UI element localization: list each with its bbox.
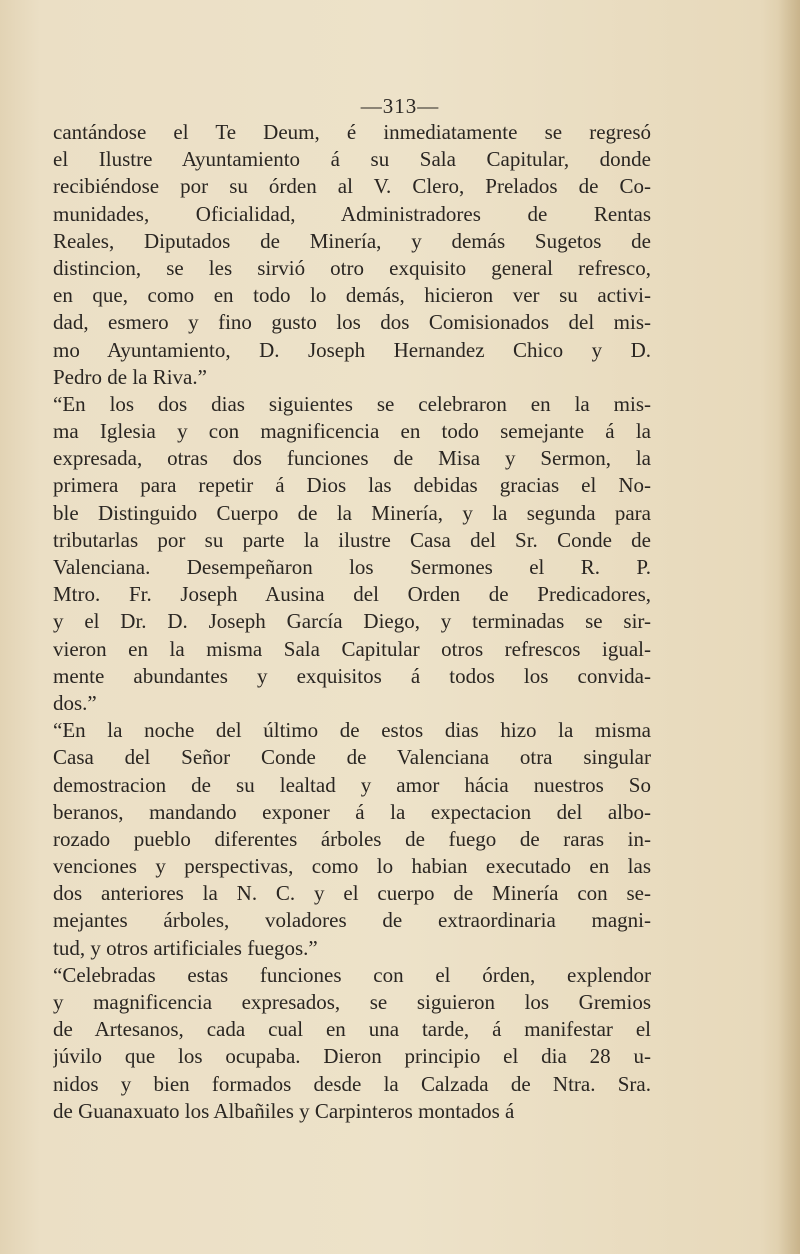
text-line: en que, como en todo lo demás, hicieron ver su activi- bbox=[53, 283, 651, 308]
text-line: nidos y bien formados desde la Calzada de Ntra. Sra. bbox=[53, 1071, 651, 1096]
text-line: Reales, Diputados de Minería, y demás Sugetos de bbox=[53, 228, 651, 253]
text-line: y magnificencia expresados, se siguieron los Gremios bbox=[53, 990, 651, 1014]
text-line: de Artesanos, cada cual en una tarde, á manifestar el bbox=[53, 1017, 651, 1042]
text-line: “Celebradas estas funciones con el órden, explendor bbox=[53, 962, 651, 987]
text-line: vieron en la misma Sala Capitular otros refrescos igual- bbox=[53, 636, 651, 661]
text-line: mente abundantes y exquisitos á todos los convida- bbox=[53, 663, 651, 688]
text-line: ble Distinguido Cuerpo de la Minería, y la segunda para bbox=[53, 500, 651, 525]
page-number: —313— bbox=[360, 94, 440, 118]
text-line: distincion, se les sirvió otro exquisito general refresco, bbox=[53, 255, 651, 280]
text-line: venciones y perspectivas, como lo habian executado en las bbox=[53, 854, 651, 879]
text-line: “En los dos dias siguientes se celebraron en la mis- bbox=[53, 391, 651, 416]
text-line: expresada, otras dos funciones de Misa y Sermon, la bbox=[53, 446, 651, 471]
text-line: “En la noche del último de estos dias hizo la misma bbox=[53, 718, 651, 743]
text-line: júvilo que los ocupaba. Dieron principio el dia 28 u- bbox=[53, 1044, 651, 1069]
text-line: dos.” bbox=[53, 690, 97, 715]
text-line: rozado pueblo diferentes árboles de fuego de raras in- bbox=[53, 826, 651, 851]
text-line: dad, esmero y fino gusto los dos Comisionados del mis- bbox=[53, 310, 651, 335]
text-line: demostracion de su lealtad y amor hácia nuestros So bbox=[53, 772, 651, 797]
text-line: mo Ayuntamiento, D. Joseph Hernandez Chico y D. bbox=[53, 337, 651, 362]
text-line: Valenciana. Desempeñaron los Sermones el R. P. bbox=[53, 555, 651, 579]
text-line: recibiéndose por su órden al V. Clero, Prelados de Co- bbox=[53, 174, 651, 199]
text-line: el Ilustre Ayuntamiento á su Sala Capitular, donde bbox=[53, 147, 651, 172]
text-line: tud, y otros artificiales fuegos.” bbox=[53, 935, 318, 960]
text-line: dos anteriores la N. C. y el cuerpo de Minería con se- bbox=[53, 881, 651, 906]
text-line: munidades, Oficialidad, Administradores de Rentas bbox=[53, 201, 651, 226]
text-line: cantándose el Te Deum, é inmediatamente se regresó bbox=[53, 120, 651, 144]
text-line: tributarlas por su parte la ilustre Casa del Sr. Conde de bbox=[53, 527, 651, 552]
text-line: Pedro de la Riva.” bbox=[53, 364, 207, 389]
text-line: primera para repetir á Dios las debidas gracias el No- bbox=[53, 473, 651, 498]
text-line: Casa del Señor Conde de Valenciana otra singular bbox=[53, 745, 651, 770]
page-edge-shadow bbox=[778, 0, 800, 1254]
text-line: Mtro. Fr. Joseph Ausina del Orden de Predicadores, bbox=[53, 582, 651, 607]
text-line: ma Iglesia y con magnificencia en todo semejante á la bbox=[53, 419, 651, 444]
body-text bbox=[53, 119, 651, 1125]
text-line: y el Dr. D. Joseph García Diego, y terminadas se sir- bbox=[53, 609, 651, 634]
text-line: beranos, mandando exponer á la expectacion del albo- bbox=[53, 799, 651, 824]
text-line: mejantes árboles, voladores de extraordinaria magni- bbox=[53, 908, 651, 933]
text-line: de Guanaxuato los Albañiles y Carpinteros montados á bbox=[53, 1098, 515, 1123]
